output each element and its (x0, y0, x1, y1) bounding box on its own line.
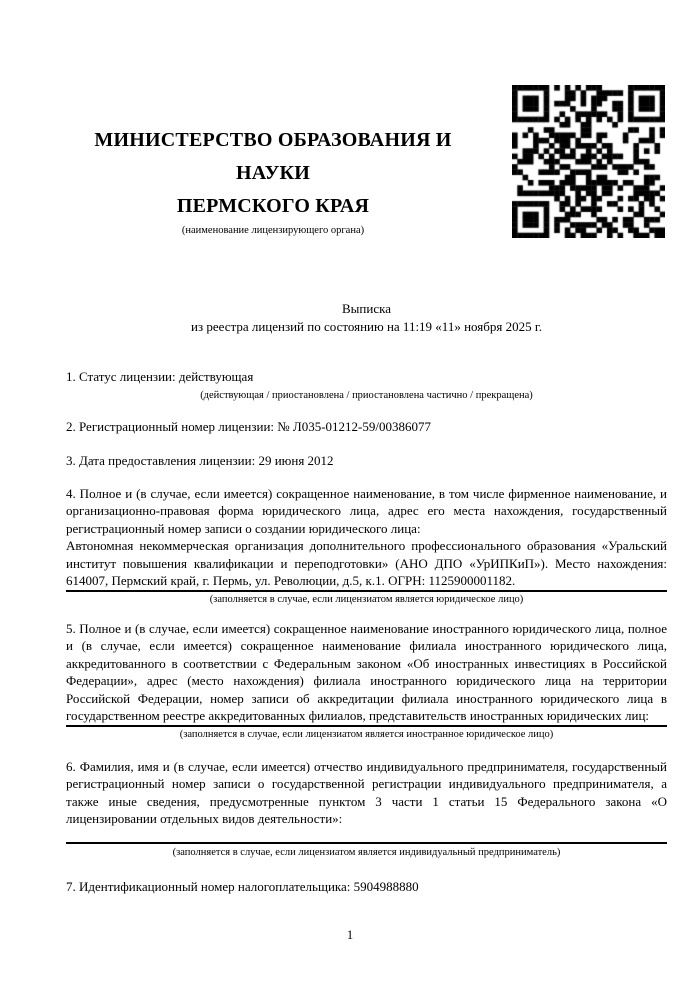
item-5-caption: (заполняется в случае, если лицензиатом является иностранное юридическое лицо) (179, 728, 554, 740)
item-5-foreign-entity-heading: 5. Полное и (в случае, если имеется) сокращенное наименование иностранного юридического лица, полное и (в случае, если имеется) сокращенное наименование филиала иностранного юридического лица, аккредитованного в соответствии с Федеральным законом «Об иностранных инвестициях в Российской Федерации», адрес (место нахождения) филиала иностранного юридического лица на территории Российской Федерации, номер записи об аккредитации филиала иностранного юридического лица в государственном реестре аккредитованных филиалов, представительств иностранных юридических лиц: (66, 620, 667, 723)
item-4-caption: (заполняется в случае, если лицензиатом является юридическое лицо) (209, 593, 524, 605)
item-1-license-status: 1. Статус лицензии: действующая (66, 369, 254, 384)
page-number: 1 (346, 928, 354, 942)
ministry-name-line2: ПЕРМСКОГО КРАЯ (176, 195, 370, 217)
fill-in-rule-foreign-entity (66, 725, 667, 727)
item-7-taxpayer-id: 7. Идентификационный номер налогоплательщика: 5904988880 (66, 878, 419, 894)
licensing-authority-caption: (наименование лицензирующего органа) (181, 225, 365, 236)
item-4-legal-entity-heading: 4. Полное и (в случае, если имеется) сокращенное наименование, в том числе фирменное наименование, и организационно-правовая форма юридического лица, адрес его места нахождения, государственный регистрационный номер записи о создании юридического лица: (66, 485, 667, 536)
item-6-entrepreneur-heading: 6. Фамилия, имя и (в случае, если имеется) отчество индивидуального предпринимателя, государственный регистрационный номер записи о государственной регистрации индивидуального предпринимателя, а также иные сведения, предусмотренные пунктом 3 части 1 статьи 15 Федерального закона «О лицензировании отдельных видов деятельности»: (66, 758, 667, 826)
fill-in-rule-entrepreneur (66, 842, 667, 844)
ministry-header (66, 124, 480, 238)
fill-in-rule-legal-entity (66, 590, 667, 592)
item-1-caption: (действующая / приостановлена / приостановлена частично / прекращена) (200, 389, 533, 401)
document-title-line2: из реестра лицензий по состоянию на 11:19 «11» ноября 2025 г. (191, 319, 542, 334)
document-title (66, 300, 667, 336)
item-3-license-date: 3. Дата предоставления лицензии: 29 июня 2012 (66, 453, 334, 468)
document-body (66, 366, 667, 895)
item-6-caption: (заполняется в случае, если лицензиатом является индивидуальный предприниматель) (172, 846, 561, 858)
document-title-line1: Выписка (342, 301, 391, 316)
item-4-legal-entity-value: Автономная некоммерческая организация дополнительного профессионального образования «Уральский институт повышения квалификации и переподготовки» (АНО ДПО «УрИПКиП»). Место нахождения: 614007, Пермский край, г. Пермь, ул. Революции, д.5, к.1. ОГРН: 1125900001182. (66, 538, 667, 588)
qr-code (512, 85, 665, 238)
item-2-registration-number: 2. Регистрационный номер лицензии: № Л035-01212-59/00386077 (66, 418, 432, 434)
ministry-name-line1: МИНИСТЕРСТВО ОБРАЗОВАНИЯ И НАУКИ (94, 129, 452, 184)
